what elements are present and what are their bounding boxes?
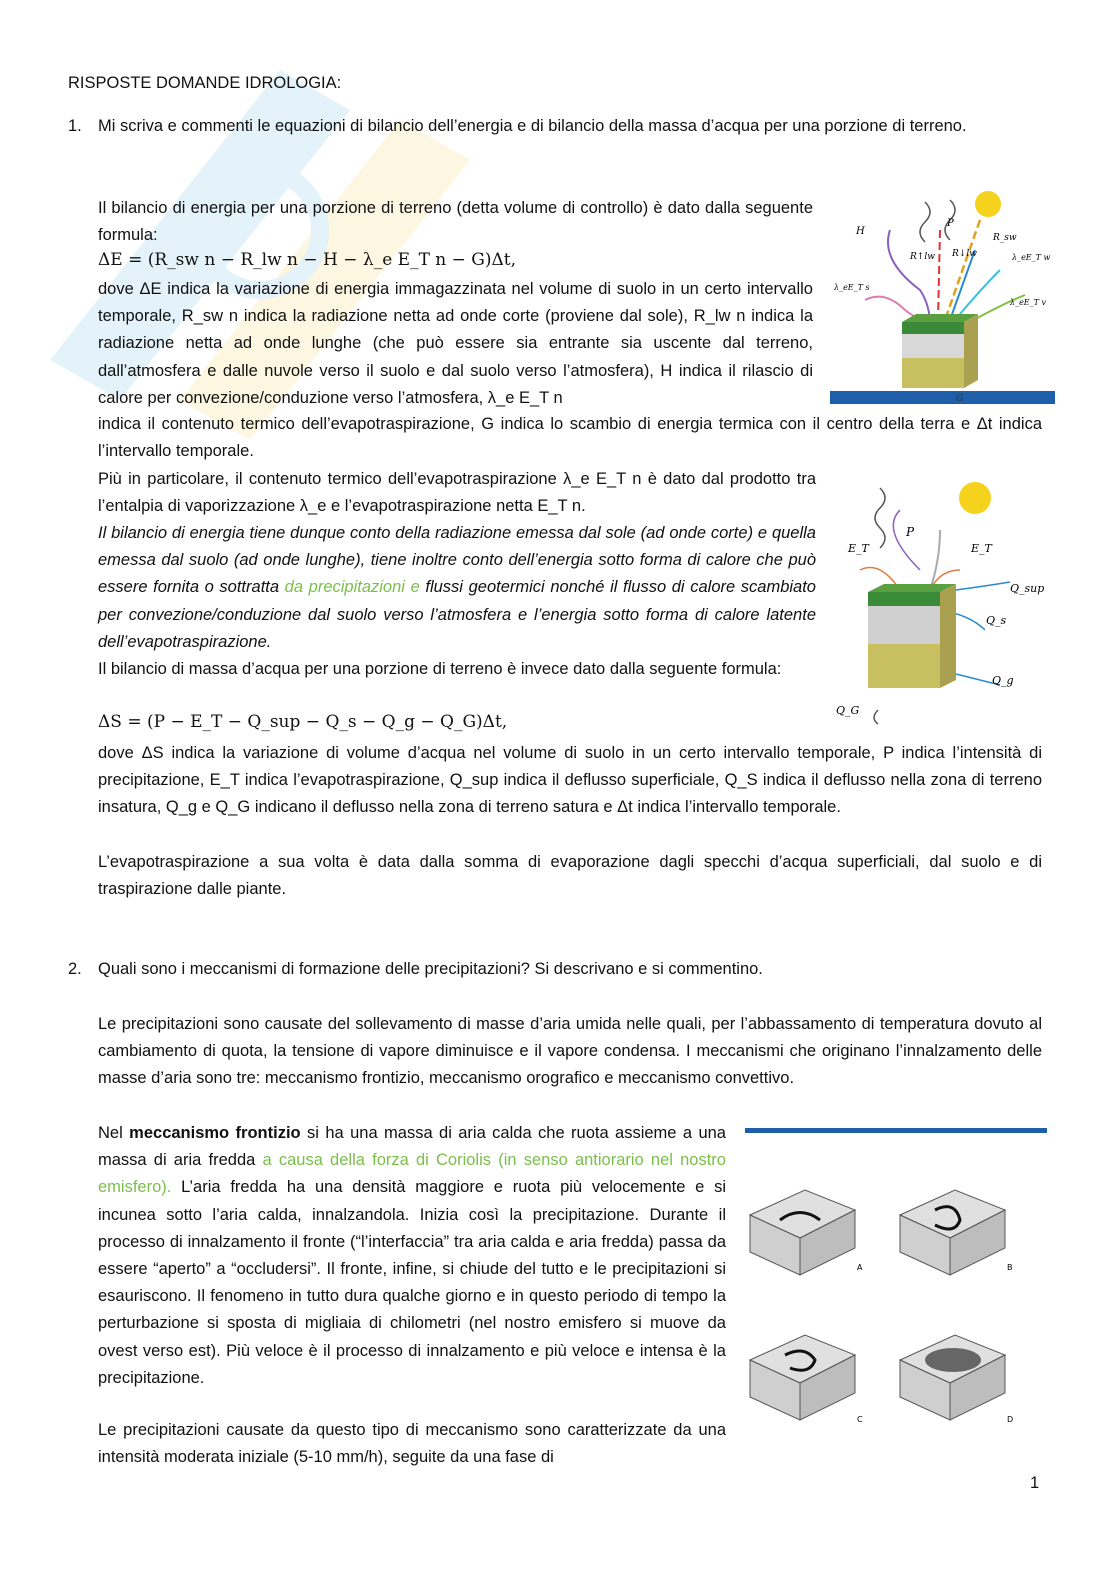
q2-number: 2. bbox=[68, 960, 82, 978]
q1-p3-b: flussi geotermici nonché il flusso di calore scambiato per convezione/conduzione dal suolo verso l’atmosfera e l’energia sotto forma di calore latente dell’evapotraspirazione. bbox=[98, 578, 816, 651]
panel-c bbox=[750, 1335, 863, 1424]
q1-p6: L’evapotraspirazione a sua volta è data dalla somma di evaporazione dagli specchi d’acqua superficiali, dal suolo e di traspirazione dalle piante. bbox=[98, 853, 1042, 899]
fig1-label-p: P bbox=[947, 218, 954, 229]
q2-p2-b: si ha una massa di aria calda che ruota assieme a una massa di aria fredda bbox=[98, 1124, 726, 1170]
panel-a bbox=[750, 1190, 863, 1275]
fig2-label-qg-upper: Q_G bbox=[836, 704, 860, 717]
fig1-label-r1lw: R↑lw bbox=[910, 252, 935, 262]
q1-p3-green: da precipitazioni e bbox=[284, 578, 420, 597]
q2-p2-green: a causa della forza di Coriolis (in senso antiorario nel nostro emisfero). bbox=[98, 1151, 726, 1197]
energy-equation bbox=[98, 250, 813, 270]
fig2-label-qs: Q_s bbox=[986, 614, 1007, 627]
sun-icon bbox=[975, 191, 1001, 217]
fig2-label-et-left: E_T bbox=[848, 542, 869, 555]
q1-question: Mi scriva e commenti le equazioni di bilancio dell’energia e di bilancio della massa d’acqua per una porzione di terreno. bbox=[98, 117, 967, 135]
panel-d-label: D bbox=[1007, 1415, 1014, 1424]
q1-p3 bbox=[98, 520, 816, 656]
q2-p2-c: L’aria fredda ha una densità maggiore e ruota più velocemente e si incunea sotto l’aria calda, innalzandola. Inizia così la precipitazione. Durante il processo di innalzamento il fronte (“l’interfaccia” tra aria calda e aria fredda) passa da essere “aperto” a “occludersi”. Il fronte, infine, si chiude del tutto e le precipitazioni si esauriscono. Il fenomeno in tutto dura qualche giorno e in questo periodo di tempo la perturbazione si sposta di migliaia di chilometri (nel nostro emisfero si muove da ovest verso est). Più veloce è il processo di innalzamento e più veloce e intensa è la precipitazione. bbox=[98, 1178, 726, 1387]
frontal-mechanism-figure bbox=[745, 1160, 1047, 1455]
fig1-label-r2lw: R↓lw bbox=[952, 249, 977, 259]
figure-top-rule bbox=[745, 1128, 1047, 1133]
fig2-label-et-right: E_T bbox=[971, 542, 992, 555]
panel-a-label: A bbox=[857, 1263, 863, 1272]
fig1-label-leet-s: λ_eE_T s bbox=[834, 283, 870, 292]
panel-c-label: C bbox=[857, 1415, 863, 1424]
sun-icon-2 bbox=[959, 482, 991, 514]
document-title: RISPOSTE DOMANDE IDROLOGIA: bbox=[68, 74, 342, 92]
q2-p1: Le precipitazioni sono causate del sollevamento di masse d’aria umida nelle quali, per l’abbassamento di temperatura dovuto al cambiamento di quota, la tensione di vapore diminuisce e il vapore condensa. I meccanismi che originano l’innalzamento delle masse d’aria sono tre: meccanismo frontizio, meccanismo orografico e meccanismo convettivo. bbox=[98, 1015, 1042, 1088]
q1-p1-b: dove ΔE indica la variazione di energia immagazzinata nel volume di suolo in un certo intervallo temporale, R_sw n indica la radiazione netta ad onde corte (proviene dal sole), R_lw n indica la radiazione netta ad onde lunghe (che può essere sia entrante sia uscente dal terreno, dall’atmosfera e dalle nuvole verso il suolo e dal suolo verso l’atmosfera), H indica il rilascio di calore per convezione/conduzione verso l’atmosfera, λ_e E_T n bbox=[98, 280, 813, 407]
panel-d bbox=[900, 1335, 1013, 1424]
q1-p2: Più in particolare, il contenuto termico dell’evapotraspirazione λ_e E_T n è dato dal prodotto tra l’entalpia di vaporizzazione λ_e e l’evapotraspirazione netta E_T n. bbox=[98, 470, 816, 516]
fig2-label-p: P bbox=[906, 525, 915, 539]
q1-p3-a: Il bilancio di energia tiene dunque conto della radiazione emessa dal sole (ad onde corte) e quella emessa dal suolo (ad onde lunghe), tiene inoltre conto dell’energia sotto forma di calore che può essere fornita o sottratta bbox=[98, 524, 816, 597]
panel-b-label: B bbox=[1007, 1263, 1013, 1272]
q2-p2-bold: meccanismo frontizio bbox=[129, 1124, 301, 1142]
mass-equation-text: ΔS = (P − E_T − Q_sup − Q_s − Q_g − Q_G)Δt, bbox=[98, 712, 508, 732]
fig1-label-rsw: R_sw bbox=[993, 233, 1017, 243]
q2-p3: Le precipitazioni causate da questo tipo di meccanismo sono caratterizzate da una intensità moderata iniziale (5-10 mm/h), seguite da una fase di bbox=[98, 1421, 726, 1467]
q1-p5: dove ΔS indica la variazione di volume d’acqua nel volume di suolo in un certo intervallo temporale, P indica l’intensità di precipitazione, E_T indica l’evapotraspirazione, Q_sup indica il deflusso superficiale, Q_S indica il deflusso nella zona di terreno insatura, Q_g e Q_G indicano il deflusso nella zona di terreno satura e Δt indica l’intervallo temporale. bbox=[98, 744, 1042, 817]
fig2-label-qg: Q_g bbox=[992, 674, 1014, 687]
q2-p2 bbox=[98, 1120, 726, 1392]
mass-equation bbox=[98, 712, 816, 732]
q1-p1-a: Il bilancio di energia per una porzione di terreno (detta volume di controllo) è dato dalla seguente formula: bbox=[98, 199, 813, 245]
page-number: 1 bbox=[1030, 1474, 1040, 1492]
panel-b bbox=[900, 1190, 1013, 1275]
fig1-label-leet-v: λ_eE_T v bbox=[1010, 298, 1047, 307]
q1-number: 1. bbox=[68, 117, 82, 135]
water-balance-figure bbox=[830, 480, 1055, 730]
energy-balance-figure bbox=[830, 190, 1055, 408]
energy-equation-text: ΔE = (R_sw n − R_lw n − H − λ_e E_T n − G)Δt, bbox=[98, 250, 517, 270]
fig1-label-h: H bbox=[856, 226, 865, 237]
q1-p4: Il bilancio di massa d’acqua per una porzione di terreno è invece dato dalla seguente formula: bbox=[98, 660, 782, 678]
fig1-label-g: G bbox=[956, 394, 964, 404]
q2-p2-a: Nel bbox=[98, 1124, 123, 1142]
fig1-label-leet-w: λ_eE_T w bbox=[1012, 253, 1051, 262]
q2-question: Quali sono i meccanismi di formazione delle precipitazioni? Si descrivano e si commentino. bbox=[98, 960, 763, 978]
fig2-label-qsup: Q_sup bbox=[1010, 582, 1045, 595]
q1-p1-c: indica il contenuto termico dell’evapotraspirazione, G indica lo scambio di energia termica con il centro della terra e Δt indica l’intervallo temporale. bbox=[98, 415, 1042, 461]
